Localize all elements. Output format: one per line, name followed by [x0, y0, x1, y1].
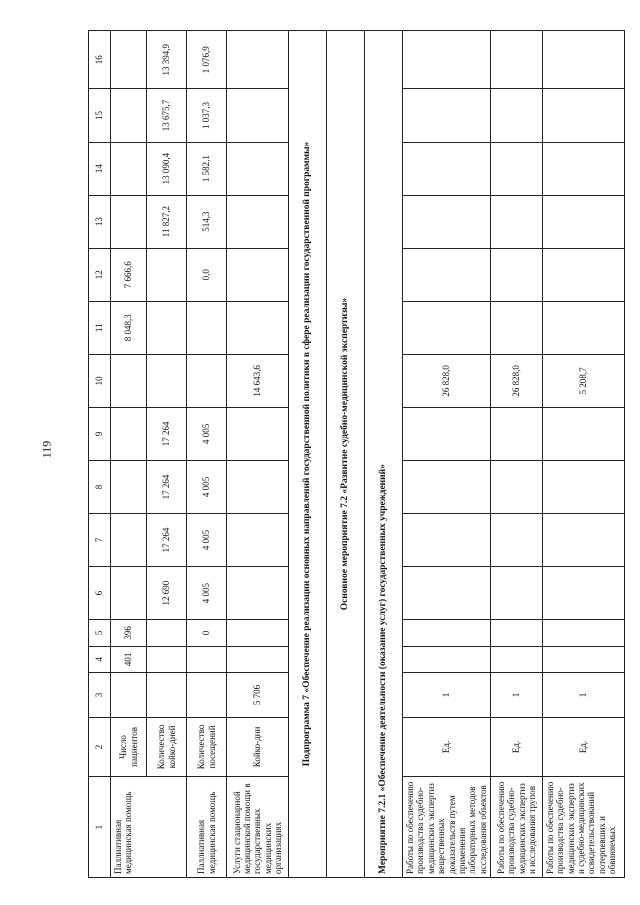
row-name: Работы по обеспечению производства судебно-медицинских экспертиз вещественных доказательств путем применения лабораторных методов исследования объектов	[403, 777, 491, 878]
value-cell	[111, 673, 147, 718]
value-cell	[403, 142, 491, 195]
value-cell	[111, 513, 147, 566]
header-cell: 16	[89, 31, 111, 89]
header-cell: 15	[89, 89, 111, 142]
value-cell	[227, 89, 289, 142]
table-row	[187, 31, 227, 878]
value-cell	[111, 31, 147, 89]
value-cell	[403, 407, 491, 460]
value-cell	[543, 407, 625, 460]
value-cell: 26 828,0	[491, 354, 543, 407]
value-cell: 4 005	[187, 460, 227, 513]
value-cell	[543, 31, 625, 89]
value-cell	[403, 195, 491, 248]
table-row	[403, 31, 491, 878]
header-cell: 7	[89, 513, 111, 566]
value-cell	[187, 301, 227, 354]
row-name: Работы по обеспечению производства судебно-медицинских экспертиз и исследования трупов	[491, 777, 543, 878]
value-cell: 4 005	[187, 513, 227, 566]
value-cell	[111, 407, 147, 460]
value-cell	[403, 620, 491, 647]
rotated-page	[88, 30, 618, 878]
value-cell: 13 675,7	[147, 89, 187, 142]
value-cell	[227, 646, 289, 673]
value-cell	[111, 460, 147, 513]
value-cell: 13 394,9	[147, 31, 187, 89]
value-cell	[403, 31, 491, 89]
table-row	[147, 31, 187, 878]
value-cell	[111, 354, 147, 407]
value-cell	[227, 248, 289, 301]
unit-cell: Число пациентов	[111, 717, 147, 776]
header-cell: 14	[89, 142, 111, 195]
value-cell	[491, 620, 543, 647]
value-cell	[111, 567, 147, 620]
header-cell: 10	[89, 354, 111, 407]
value-cell	[403, 248, 491, 301]
value-cell: 4 005	[187, 407, 227, 460]
value-cell	[491, 89, 543, 142]
value-cell: 396	[111, 620, 147, 647]
value-cell	[227, 460, 289, 513]
value-cell	[147, 354, 187, 407]
budget-table	[88, 30, 625, 878]
value-cell: 11 827,2	[147, 195, 187, 248]
value-cell	[543, 248, 625, 301]
unit-cell: Количество койко-дней	[147, 717, 187, 776]
header-cell: 9	[89, 407, 111, 460]
header-cell: 2	[89, 717, 111, 776]
value-cell	[491, 407, 543, 460]
value-cell: 17 264	[147, 460, 187, 513]
value-cell	[543, 89, 625, 142]
value-cell	[491, 460, 543, 513]
section-row	[365, 31, 403, 878]
value-cell	[227, 620, 289, 647]
value-cell	[491, 31, 543, 89]
header-cell: 8	[89, 460, 111, 513]
value-cell: 12 690	[147, 567, 187, 620]
value-cell	[491, 195, 543, 248]
table-row	[491, 31, 543, 878]
value-cell	[491, 646, 543, 673]
unit-cell: Ед.	[491, 717, 543, 776]
row-name: Работы по обеспечению производства судебно-медицинских экспертиз и судебно-медицинских освидетельствований потерпевших и обвиняемых	[543, 777, 625, 878]
value-cell	[403, 567, 491, 620]
value-cell	[227, 301, 289, 354]
value-cell: 1	[491, 673, 543, 718]
value-cell	[147, 301, 187, 354]
value-cell: 1 037,3	[187, 89, 227, 142]
value-cell: 13 090,4	[147, 142, 187, 195]
value-cell	[227, 407, 289, 460]
value-cell: 401	[111, 646, 147, 673]
row-name: Паллиативная медицинская помощь	[111, 777, 187, 878]
value-cell	[543, 646, 625, 673]
value-cell: 17 264	[147, 513, 187, 566]
value-cell	[147, 248, 187, 301]
header-cell: 1	[89, 777, 111, 878]
value-cell: 8 048,3	[111, 301, 147, 354]
value-cell	[543, 142, 625, 195]
value-cell: 7 666,6	[111, 248, 147, 301]
value-cell	[111, 195, 147, 248]
header-cell: 4	[89, 646, 111, 673]
value-cell	[491, 142, 543, 195]
value-cell: 1	[403, 673, 491, 718]
value-cell: 17 264	[147, 407, 187, 460]
header-cell: 11	[89, 301, 111, 354]
subprogram-title: Подпрограмма 7 «Обеспечение реализации основных направлений государственной политики в сфере реализации государственной программы»	[289, 31, 327, 878]
value-cell: 514,3	[187, 195, 227, 248]
header-cell: 3	[89, 673, 111, 718]
value-cell	[227, 513, 289, 566]
value-cell: 26 828,0	[403, 354, 491, 407]
unit-cell: Ед.	[543, 717, 625, 776]
value-cell	[187, 354, 227, 407]
value-cell: 0	[187, 620, 227, 647]
value-cell	[187, 673, 227, 718]
value-cell	[543, 460, 625, 513]
main-measure-title: Основное мероприятие 7.2 «Развитие судебно-медицинской экспертизы»	[327, 31, 365, 878]
table-row	[227, 31, 289, 878]
value-cell	[187, 646, 227, 673]
value-cell	[403, 460, 491, 513]
page-number: 119	[39, 440, 54, 459]
value-cell	[543, 513, 625, 566]
value-cell	[543, 301, 625, 354]
value-cell: 1	[543, 673, 625, 718]
value-cell	[491, 513, 543, 566]
value-cell	[227, 142, 289, 195]
value-cell	[147, 673, 187, 718]
value-cell	[491, 248, 543, 301]
value-cell: 14 643,6	[227, 354, 289, 407]
value-cell	[543, 567, 625, 620]
value-cell: 0,0	[187, 248, 227, 301]
value-cell: 5 706	[227, 673, 289, 718]
table-row	[111, 31, 147, 878]
value-cell	[147, 646, 187, 673]
measure-title: Мероприятие 7.2.1 «Обеспечение деятельности (оказание услуг) государственных учреждений»	[365, 31, 403, 878]
row-name: Услуги стационарной медицинской помощи в государственных медицинских организациях	[227, 777, 289, 878]
value-cell: 5 208,7	[543, 354, 625, 407]
header-cell: 5	[89, 620, 111, 647]
value-cell	[403, 89, 491, 142]
value-cell	[403, 646, 491, 673]
value-cell	[227, 195, 289, 248]
value-cell	[147, 620, 187, 647]
value-cell	[543, 195, 625, 248]
value-cell: 4 005	[187, 567, 227, 620]
value-cell	[403, 513, 491, 566]
table-row	[543, 31, 625, 878]
unit-cell: Количество посещений	[187, 717, 227, 776]
header-cell: 6	[89, 567, 111, 620]
section-row	[289, 31, 327, 878]
header-cell: 13	[89, 195, 111, 248]
value-cell: 1 582,1	[187, 142, 227, 195]
value-cell	[543, 620, 625, 647]
value-cell	[491, 301, 543, 354]
header-row	[89, 31, 111, 878]
row-name: Паллиативная медицинская помощь	[187, 777, 227, 878]
value-cell	[491, 567, 543, 620]
budget-table-rotated	[88, 30, 618, 878]
value-cell	[111, 89, 147, 142]
section-row	[327, 31, 365, 878]
value-cell	[227, 567, 289, 620]
value-cell	[111, 142, 147, 195]
value-cell	[403, 301, 491, 354]
value-cell: 1 076,9	[187, 31, 227, 89]
unit-cell: Койко-дни	[227, 717, 289, 776]
value-cell	[227, 31, 289, 89]
header-cell: 12	[89, 248, 111, 301]
unit-cell: Ед.	[403, 717, 491, 776]
